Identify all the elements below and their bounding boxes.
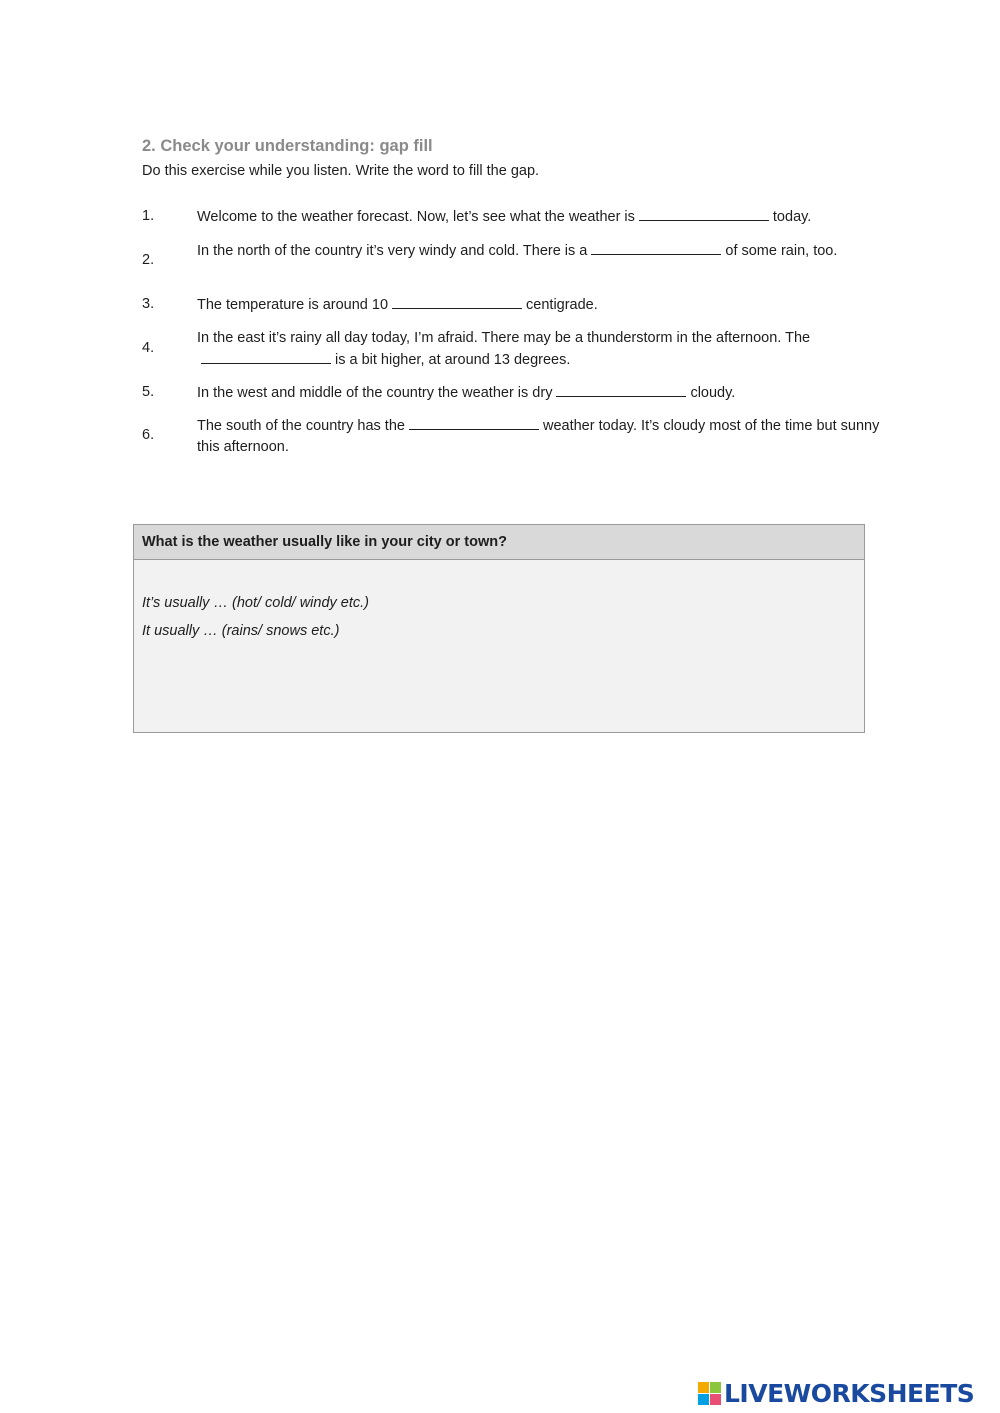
gap-blank[interactable] [556,382,686,397]
logo-tile [698,1394,709,1405]
question-box [133,524,865,733]
prompt-line-2: It usually … (rains/ snows etc.) [142,623,340,639]
logo-tile [710,1382,721,1393]
instructions: Do this exercise while you listen. Write the word to fill the gap. [142,163,540,179]
section-title: 2. Check your understanding: gap fill [142,137,433,155]
gap-blank[interactable] [201,349,331,364]
item-text-before: In the north of the country it’s very windy and cold. There is a [197,243,588,259]
prompt-line-1: It’s usually … (hot/ cold/ windy etc.) [142,595,369,611]
item-text-before: Welcome to the weather forecast. Now, let’s see what the weather is [197,209,635,225]
logo-text: LIVEWORKSHEETS [724,1378,975,1408]
gap-blank[interactable] [591,240,721,255]
item-text-after: is a bit higher, at around 13 degrees. [335,352,571,368]
item-text-before: The south of the country has the [197,418,405,434]
item-text-after: weather today. It’s cloudy most of the time but sunny this afternoon. [197,418,880,455]
item-number: 2. [142,252,155,268]
item-text-after: cloudy. [690,385,736,401]
item-number: 1. [142,208,155,224]
gap-blank[interactable] [639,206,769,221]
gap-blank[interactable] [409,415,539,430]
item-number: 6. [142,427,155,443]
item-text-after: today. [772,209,812,225]
logo-tile [710,1394,721,1405]
item-text-before: In the east it’s rainy all day today, I’m afraid. There may be a thunderstorm in the afternoon. The [197,330,811,346]
item-text-after: centigrade. [526,297,598,313]
logo-tile [698,1382,709,1393]
liveworksheets-logo [698,1378,974,1408]
item-text-before: In the west and middle of the country the weather is dry [197,385,553,401]
gap-blank[interactable] [392,294,522,309]
item-number: 5. [142,384,155,400]
item-text-before: The temperature is around 10 [197,297,389,313]
logo-mark-icon [698,1382,721,1405]
item-number: 4. [142,340,155,356]
question-box-header: What is the weather usually like in your city or town? [134,525,864,560]
item-text-after: of some rain, too. [725,243,838,259]
item-number: 3. [142,296,155,312]
